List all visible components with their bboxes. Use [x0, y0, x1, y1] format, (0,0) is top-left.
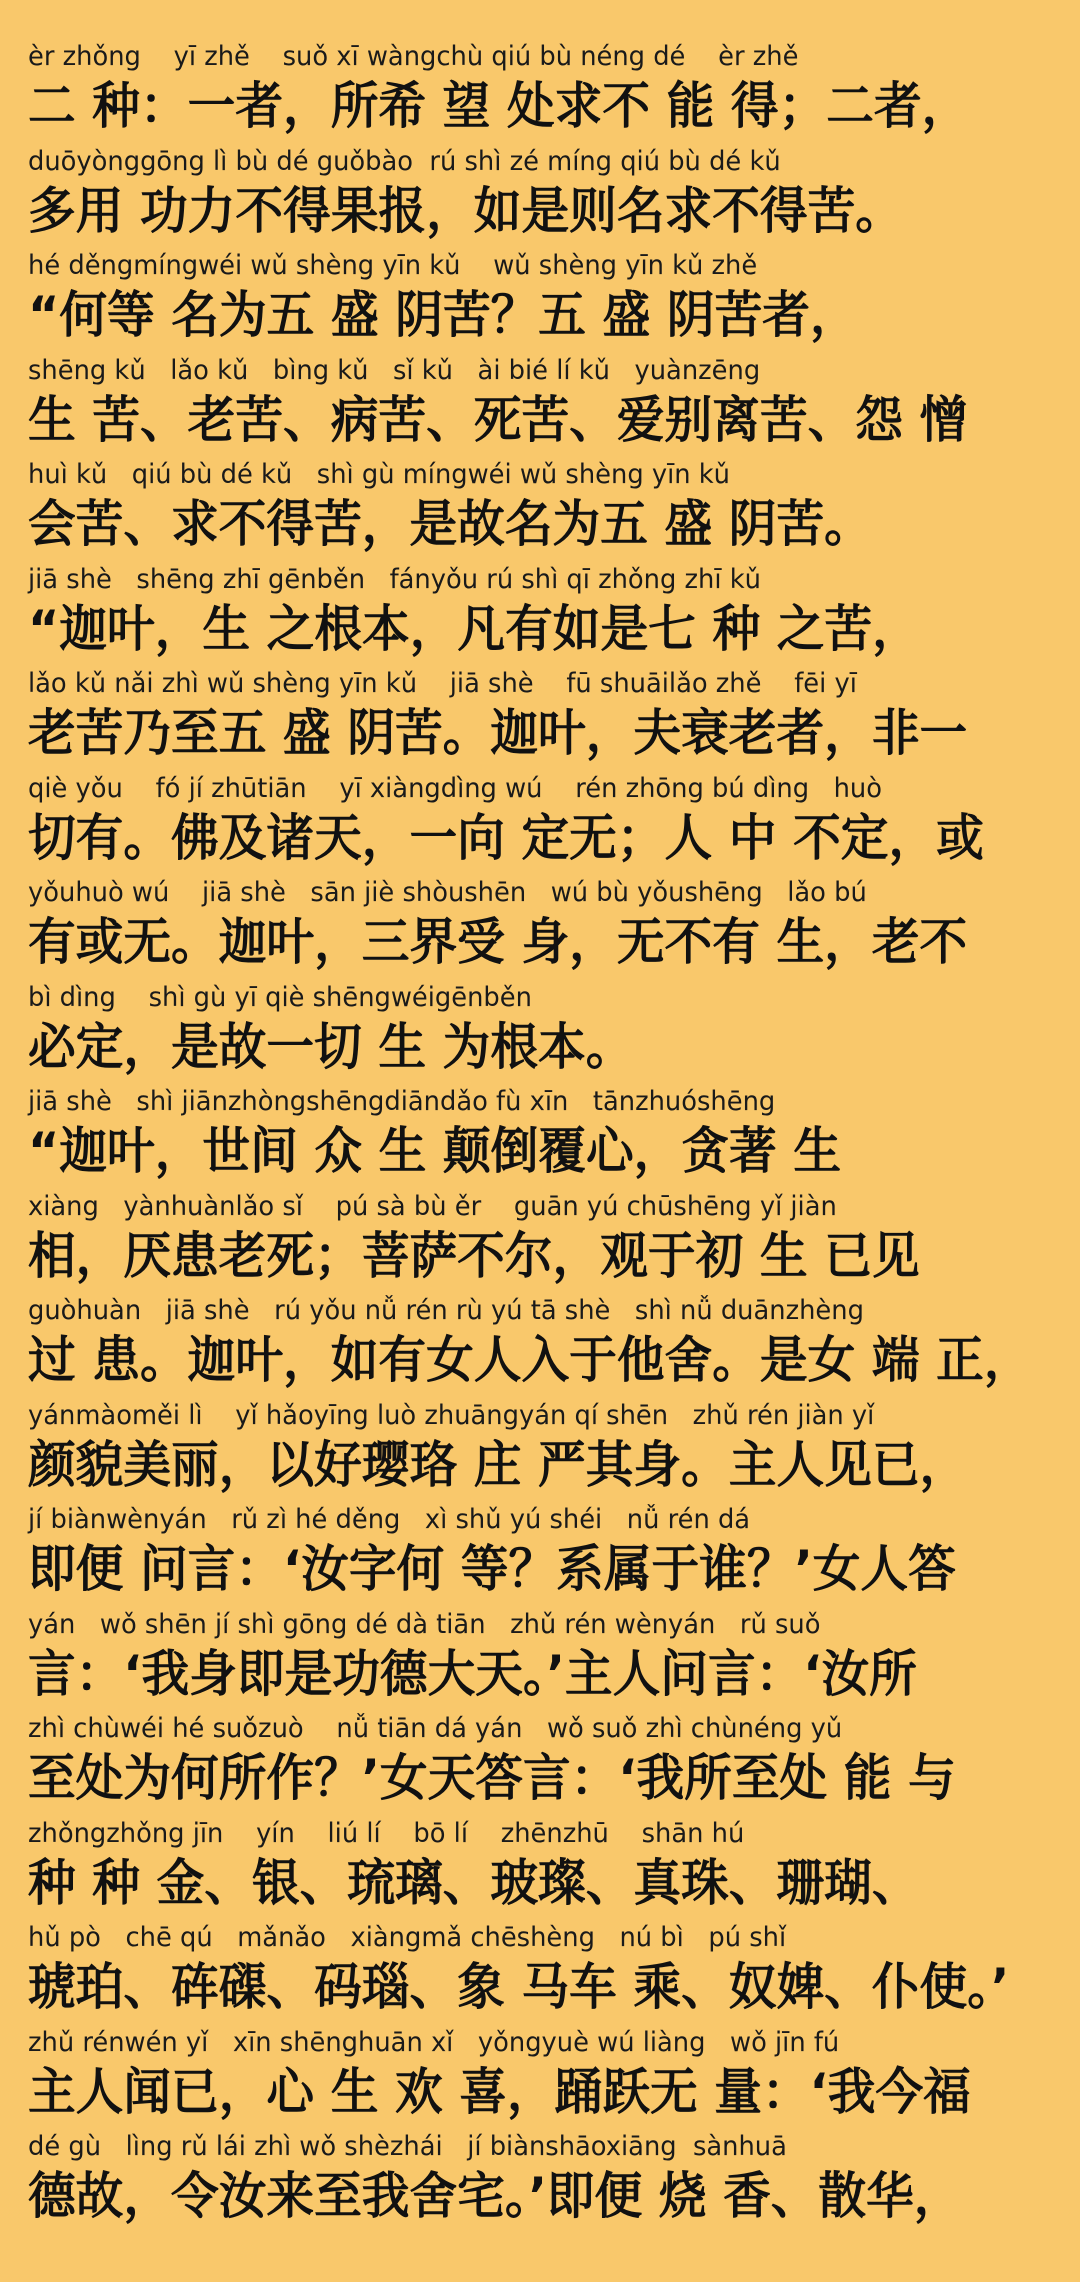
hanzi-line: 生 苦、老苦、病苦、死苦、爱别离苦、怨 憎 — [28, 390, 968, 449]
text-line — [0, 143, 1080, 247]
pinyin-line: hé děngmíngwéi wǔ shèng yīn kǔ wǔ shèng yīn kǔ zhě — [28, 250, 758, 281]
pinyin-line: zhǒngzhǒng jīn yín liú lí bō lí zhēnzhū shān hú — [28, 1817, 745, 1849]
pinyin-line: dé gù lìng rǔ lái zhì wǒ shèzhái jí biànshāoxiāng sànhuā — [28, 2131, 787, 2162]
text-line — [0, 1501, 1080, 1605]
pinyin-line: yǒuhuò wú jiā shè sān jiè shòushēn wú bù yǒushēng lǎo bú — [28, 877, 867, 908]
text-line — [0, 2128, 1080, 2232]
text-line — [0, 1188, 1080, 1292]
hanzi-line: 即便 问言：‘汝字何 等？系属于谁？’女人答 — [28, 1540, 956, 1598]
text-line — [0, 247, 1080, 351]
hanzi-line: 会苦、求不得苦，是故名为五 盛 阴苦。 — [28, 495, 872, 553]
text-line — [0, 1397, 1080, 1501]
hanzi-line: 必定，是故一切 生 为根本。 — [28, 1017, 634, 1076]
hanzi-line: 老苦乃至五 盛 阴苦。迦叶，夫衰老者，非一 — [28, 704, 968, 762]
text-line — [0, 561, 1080, 665]
hanzi-line: 颜貌美丽，以好璎珞 庄 严其身。主人见已， — [28, 1435, 968, 1494]
text-line — [0, 665, 1080, 769]
text-line — [0, 1606, 1080, 1710]
hanzi-line: 主人闻已，心 生 欢 喜，踊跃无 量：‘我今福 — [28, 2062, 971, 2121]
pinyin-line: zhì chùwéi hé suǒzuò nǚ tiān dá yán wǒ suǒ zhì chùnéng yǔ — [28, 1713, 843, 1744]
pinyin-line: yánmàoměi lì yǐ hǎoyīng luò zhuāngyán qí shēn zhǔ rén jiàn yǐ — [28, 1399, 875, 1431]
hanzi-line: 过 患。迦叶，如有女人入于他舍。是女 端 正， — [28, 1331, 1032, 1389]
hanzi-line: 琥珀、砗磲、码瑙、象 马车 乘、奴婢、仆使。’ — [28, 1958, 1010, 2016]
text-line — [0, 456, 1080, 560]
pinyin-line: jiā shè shēng zhī gēnběn fányǒu rú shì qī zhǒng zhī kǔ — [28, 563, 761, 595]
hanzi-line: 言：‘我身即是功德大天。’主人问言：‘汝所 — [28, 1644, 917, 1703]
pinyin-line: shēng kǔ lǎo kǔ bìng kǔ sǐ kǔ ài bié lí kǔ yuànzēng — [28, 354, 761, 386]
text-line — [0, 1815, 1080, 1919]
hanzi-line: 至处为何所作？’女天答言：‘我所至处 能 与 — [28, 1749, 956, 1807]
pinyin-line: jiā shè shì jiānzhòngshēngdiāndǎo fù xīn tānzhuóshēng — [28, 1086, 776, 1117]
text-line — [0, 38, 1080, 142]
pinyin-line: zhǔ rénwén yǐ xīn shēnghuān xǐ yǒngyuè wú liàng wǒ jīn fú — [28, 2026, 840, 2058]
pinyin-line: hǔ pò chē qú mǎnǎo xiàngmǎ chēshèng nú bì pú shǐ — [28, 1922, 787, 1953]
hanzi-line: 种 种 金、银、琉璃、玻璨、真珠、珊瑚、 — [28, 1853, 920, 1912]
text-line — [0, 1292, 1080, 1396]
hanzi-line: “迦叶，生 之根本，凡有如是七 种 之苦， — [28, 599, 920, 658]
pinyin-line: huì kǔ qiú bù dé kǔ shì gù míngwéi wǔ shèng yīn kǔ — [28, 459, 730, 490]
pinyin-line: bì dìng shì gù yī qiè shēngwéigēnběn — [28, 981, 532, 1013]
hanzi-line: 切有。佛及诸天，一向 定无；人 中 不定，或 — [28, 808, 984, 867]
text-line — [0, 2024, 1080, 2128]
pinyin-line: jí biànwènyán rǔ zì hé děng xì shǔ yú shéi nǚ rén dá — [28, 1504, 751, 1535]
hanzi-line: 相，厌患老死；菩萨不尔，观于初 生 已见 — [28, 1226, 920, 1285]
text-line — [0, 1919, 1080, 2023]
text-line — [0, 979, 1080, 1083]
pinyin-line: èr zhǒng yī zhě suǒ xī wàngchù qiú bù néng dé èr zhě — [28, 41, 799, 72]
hanzi-line: 二 种：一者，所希 望 处求不 能 得；二者， — [28, 77, 970, 135]
text-line — [0, 1710, 1080, 1814]
hanzi-line: 有或无。迦叶，三界受 身，无不有 生，老不 — [28, 913, 968, 971]
pinyin-line: duōyònggōng lì bù dé guǒbào rú shì zé míng qiú bù dé kǔ — [28, 145, 781, 177]
pinyin-line: lǎo kǔ nǎi zhì wǔ shèng yīn kǔ jiā shè fū shuāilǎo zhě fēi yī — [28, 668, 857, 699]
hanzi-line: 多用 功力不得果报，如是则名求不得苦。 — [28, 181, 903, 240]
text-line — [0, 874, 1080, 978]
text-line — [0, 352, 1080, 456]
hanzi-line: “迦叶，世间 众 生 颠倒覆心，贪著 生 — [28, 1122, 842, 1180]
pinyin-line: qiè yǒu fó jí zhūtiān yī xiàngdìng wú rén zhōng bú dìng huò — [28, 772, 882, 804]
text-line — [0, 1083, 1080, 1187]
hanzi-line: 德故，令汝来至我舍宅。’即便 烧 香、散华， — [28, 2167, 962, 2225]
text-line — [0, 770, 1080, 874]
pinyin-line: guòhuàn jiā shè rú yǒu nǚ rén rù yú tā shè shì nǚ duānzhèng — [28, 1295, 864, 1326]
pinyin-line: yán wǒ shēn jí shì gōng dé dà tiān zhǔ rén wènyán rǔ suǒ — [28, 1608, 821, 1640]
hanzi-line: “何等 名为五 盛 阴苦？五 盛 阴苦者， — [28, 286, 858, 344]
pinyin-line: xiàng yànhuànlǎo sǐ pú sà bù ěr guān yú chūshēng yǐ jiàn — [28, 1190, 837, 1222]
